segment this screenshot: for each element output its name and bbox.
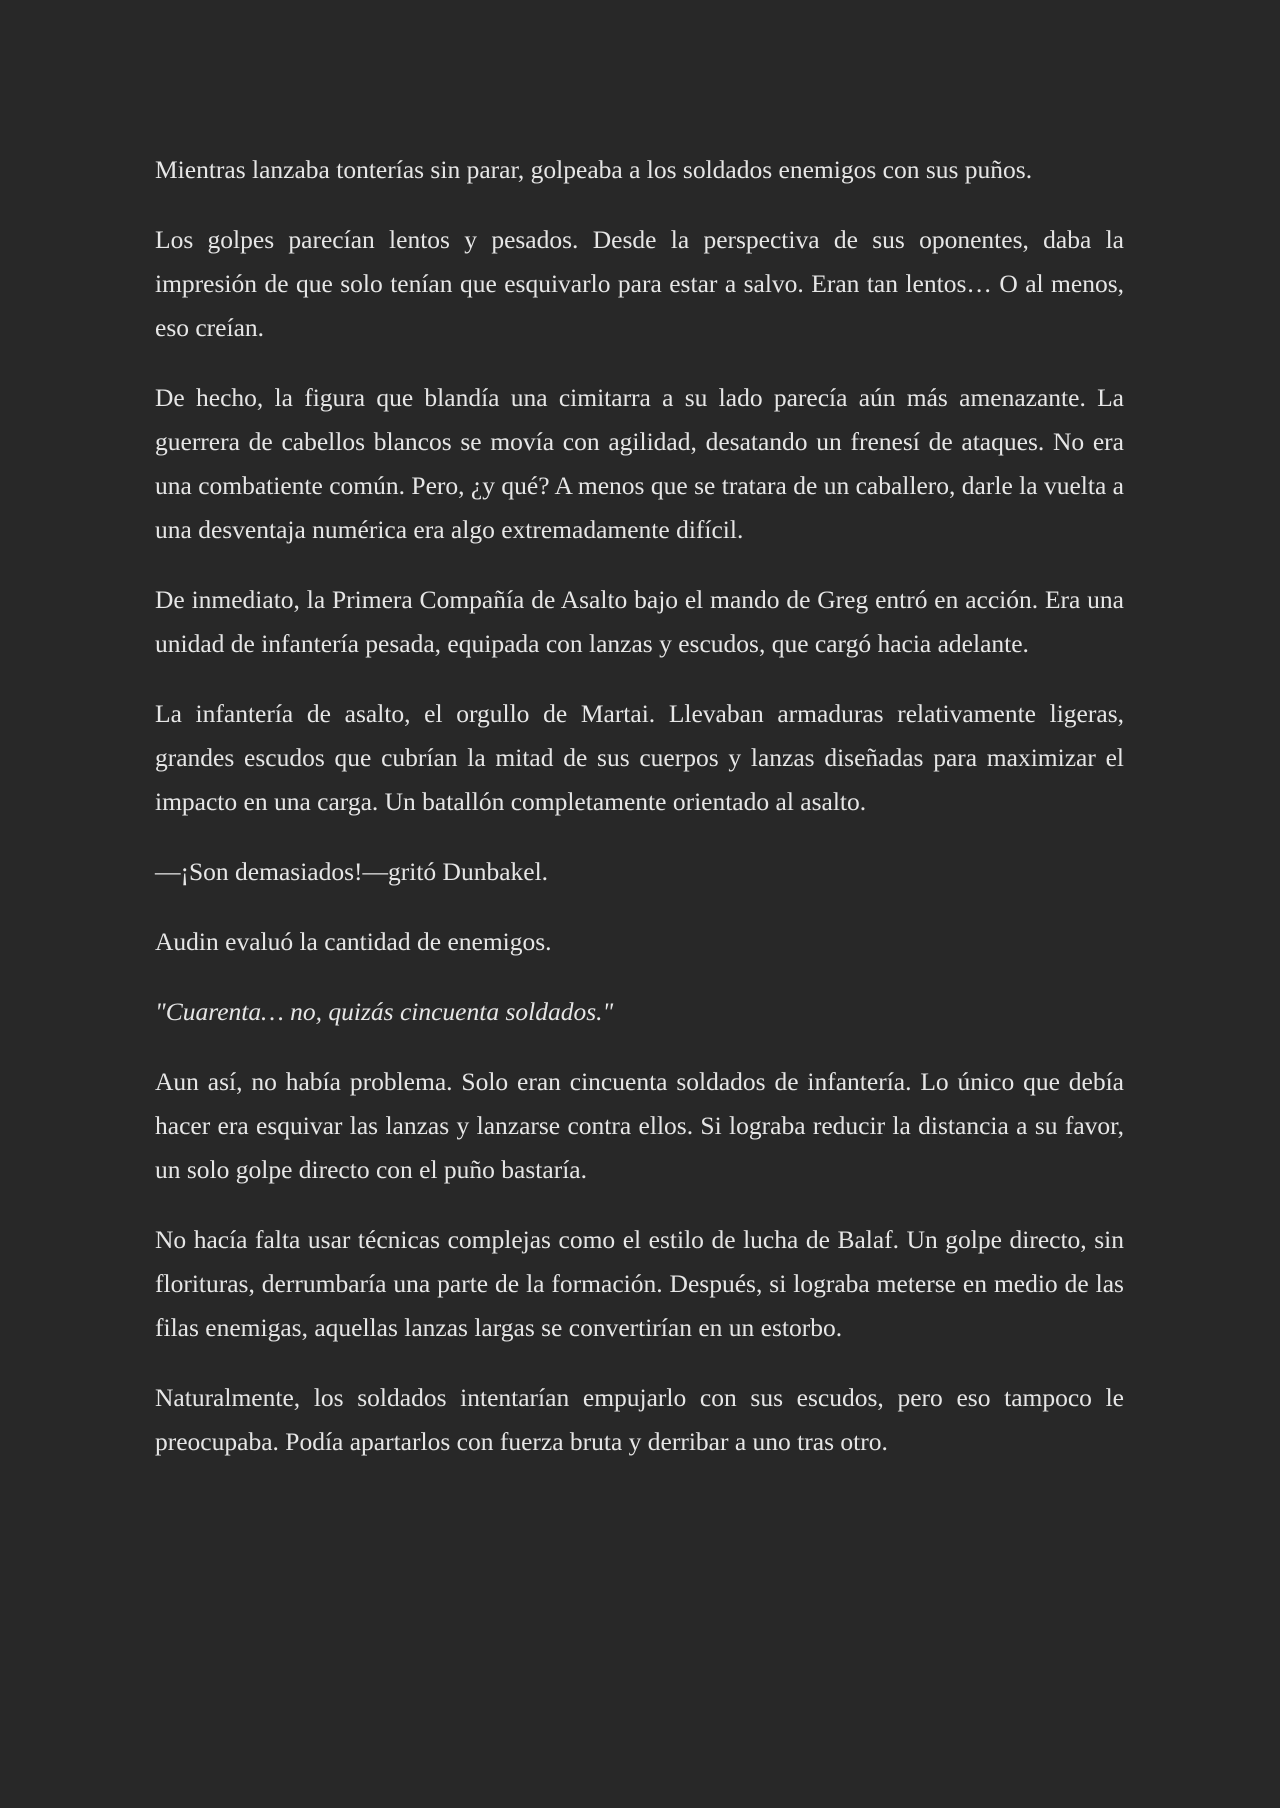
paragraph: De inmediato, la Primera Compañía de Asalto bajo el mando de Greg entró en acción. Era una unidad de infantería pesada, equipada con lanzas y escudos, que cargó hacia adelante. bbox=[155, 585, 1124, 658]
paragraph: Los golpes parecían lentos y pesados. Desde la perspectiva de sus oponentes, daba la impresión de que solo tenían que esquivarlo para estar a salvo. Eran tan lentos… O al menos, eso creían. bbox=[155, 225, 1124, 342]
paragraph: Aun así, no había problema. Solo eran cincuenta soldados de infantería. Lo único que debía hacer era esquivar las lanzas y lanzarse contra ellos. Si lograba reducir la distancia a su favor, un solo golpe directo con el puño bastaría. bbox=[155, 1067, 1124, 1184]
paragraph: La infantería de asalto, el orgullo de Martai. Llevaban armaduras relativamente ligeras, grandes escudos que cubrían la mitad de sus cuerpos y lanzas diseñadas para maximizar el impacto en una carga. Un batallón completamente orientado al asalto. bbox=[155, 699, 1124, 816]
paragraph: De hecho, la figura que blandía una cimitarra a su lado parecía aún más amenazante. La guerrera de cabellos blancos se movía con agilidad, desatando un frenesí de ataques. No era una combatiente común. Pero, ¿y qué? A menos que se tratara de un caballero, darle la vuelta a una desventaja numérica era algo extremadamente difícil. bbox=[155, 383, 1124, 544]
paragraph: Naturalmente, los soldados intentarían empujarlo con sus escudos, pero eso tampoco le preocupaba. Podía apartarlos con fuerza bruta y derribar a uno tras otro. bbox=[155, 1383, 1124, 1456]
thought-paragraph: "Cuarenta… no, quizás cincuenta soldados." bbox=[155, 997, 614, 1026]
dialogue-paragraph: —¡Son demasiados!—gritó Dunbakel. bbox=[155, 857, 549, 886]
paragraph: Audin evaluó la cantidad de enemigos. bbox=[155, 927, 552, 956]
paragraph: No hacía falta usar técnicas complejas como el estilo de lucha de Balaf. Un golpe directo, sin florituras, derrumbaría una parte de la formación. Después, si lograba meterse en medio de las filas enemigas, aquellas lanzas largas se convertirían en un estorbo. bbox=[155, 1225, 1124, 1342]
paragraph: Mientras lanzaba tonterías sin parar, golpeaba a los soldados enemigos con sus puños. bbox=[155, 155, 1033, 184]
document-body bbox=[155, 148, 1124, 1490]
